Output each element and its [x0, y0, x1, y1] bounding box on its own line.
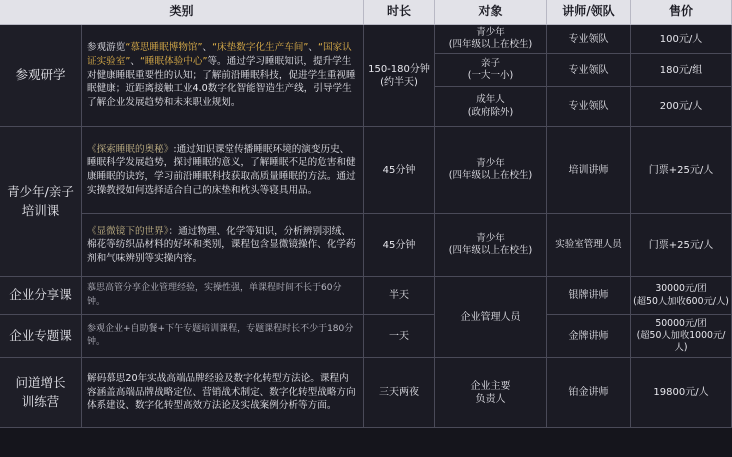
audience-adult: 成年人 (政府除外): [435, 87, 547, 127]
lecturer-microscope-world: 实验室管理人员: [547, 214, 631, 277]
audience-microscope-world: 青少年 (四年级以上在校生): [435, 214, 547, 277]
lecturer-sleep-mystery: 培训讲师: [547, 127, 631, 214]
audience-teen: 青少年 (四年级以上在校生): [435, 25, 547, 54]
lecturer-growth-camp: 铂金讲师: [547, 358, 631, 428]
header-audience: 对象: [435, 0, 547, 25]
desc-microscope-world: 《显微镜下的世界》：通过物理、化学等知识，分析辨别羽绒、棉花等纺织品材料的好坏和类别，课程包含显微镜操作、化学药剂和气味辨别等实操内容。: [82, 214, 364, 277]
audience-growth-camp: 企业主要 负责人: [435, 358, 547, 428]
lecturer-enterprise-topic: 金牌讲师: [547, 315, 631, 358]
duration-sleep-mystery: 45分钟: [364, 127, 435, 214]
category-growth-camp: 问道增长 训练营: [0, 358, 82, 428]
lecturer-visit-3: 专业领队: [547, 87, 631, 127]
duration-enterprise-sharing: 半天: [364, 277, 435, 315]
category-visit-study: 参观研学: [0, 25, 82, 127]
audience-enterprise-managers: 企业管理人员: [435, 277, 547, 358]
audience-sleep-mystery: 青少年 (四年级以上在校生): [435, 127, 547, 214]
duration-enterprise-topic: 一天: [364, 315, 435, 358]
price-microscope-world: 门票+25元/人: [631, 214, 732, 277]
duration-growth-camp: 三天两夜: [364, 358, 435, 428]
header-lecturer: 讲师/领队: [547, 0, 631, 25]
header-category: 类别: [0, 0, 364, 25]
price-sleep-mystery: 门票+25元/人: [631, 127, 732, 214]
desc-growth-camp: 解码慕思20年实战高端品牌经验及数字化转型方法论。课程内容涵盖高端品牌战略定位、营销战术制定、数字化转型战略方向体系建设、数字化转型高效方法论及实战案例分析等方面。: [82, 358, 364, 428]
category-enterprise-topic: 企业专题课: [0, 315, 82, 358]
desc-enterprise-sharing: 慕思高管分享企业管理经验，实操性强，单课程时间不长于60分钟。: [82, 277, 364, 315]
header-duration: 时长: [364, 0, 435, 25]
price-visit-1: 100元/人: [631, 25, 732, 54]
price-visit-3: 200元/人: [631, 87, 732, 127]
duration-visit-study: 150-180分钟 (约半天): [364, 25, 435, 127]
desc-enterprise-topic: 参观企业+自助餐+下午专题培训课程，专题课程时长不少于180分钟。: [82, 315, 364, 358]
header-price: 售价: [631, 0, 732, 25]
price-visit-2: 180元/组: [631, 54, 732, 87]
category-youth-training: 青少年/亲子 培训课: [0, 127, 82, 277]
desc-visit-study: 参观游览“慕思睡眠博物馆”、“床垫数字化生产车间”、“国家认证实验室”、“睡眠体验中心”等。通过学习睡眠知识，提升学生对健康睡眠重要性的认知；了解前沿睡眠科技，促进学生重视睡眠健康；近距离接触工业4.0数字化智能智造生产线，引导学生了解企业发展趋势和未来职业规划。: [82, 25, 364, 127]
category-enterprise-sharing: 企业分享课: [0, 277, 82, 315]
audience-family: 亲子 (一大一小): [435, 54, 547, 87]
price-enterprise-sharing: 30000元/团 (超50人加收600元/人): [631, 277, 732, 315]
lecturer-visit-1: 专业领队: [547, 25, 631, 54]
lecturer-visit-2: 专业领队: [547, 54, 631, 87]
desc-sleep-mystery: 《探索睡眠的奥秘》:通过知识课堂传播睡眠环境的演变历史、睡眠科学发展趋势，探讨睡眠的意义，了解睡眠不足的危害和健康睡眠的诀窍，学习前沿睡眠科技获取高质量睡眠的方法。通过实操教授如何选择适合自己的床垫和枕头等寝具用品。: [82, 127, 364, 214]
price-growth-camp: 19800元/人: [631, 358, 732, 428]
price-enterprise-topic: 50000元/团 (超50人加收1000元/人): [631, 315, 732, 358]
lecturer-enterprise-sharing: 银牌讲师: [547, 277, 631, 315]
duration-microscope-world: 45分钟: [364, 214, 435, 277]
